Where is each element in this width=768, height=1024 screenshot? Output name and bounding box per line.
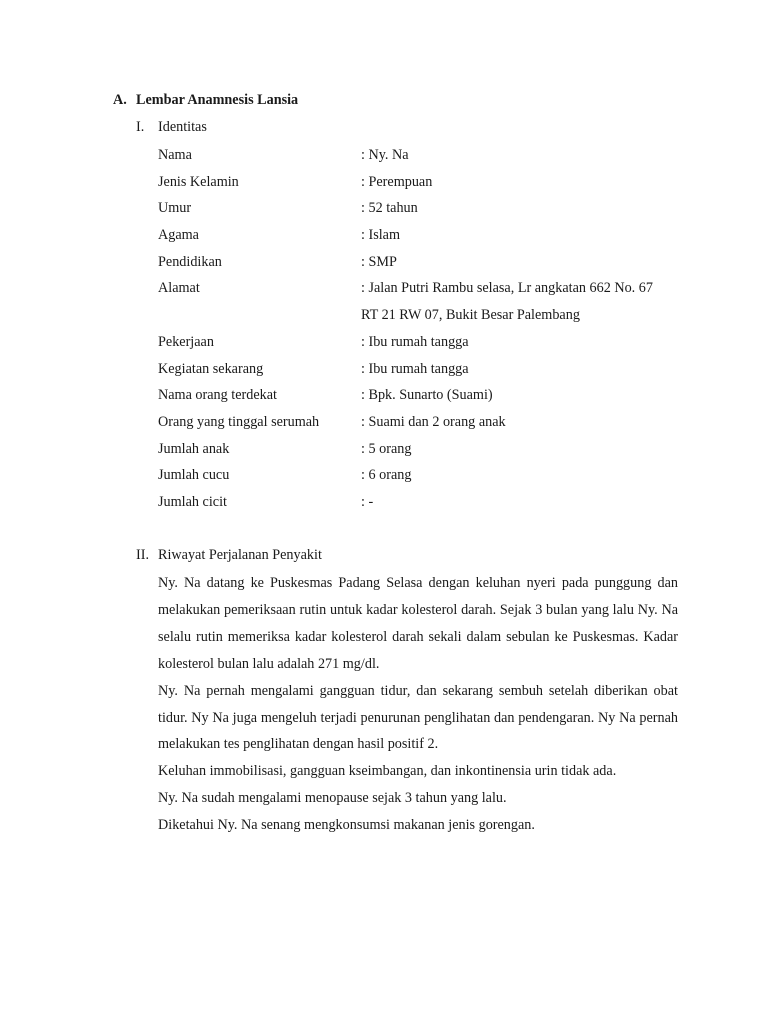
section-marker: A. <box>113 92 127 108</box>
identity-label: Alamat <box>158 280 200 297</box>
identity-label: Jenis Kelamin <box>158 173 239 190</box>
identity-row-nama <box>158 146 680 173</box>
section-title: Lembar Anamnesis Lansia <box>136 92 299 108</box>
identity-row-agama <box>158 226 680 253</box>
identity-value: : Suami dan 2 orang anak <box>361 413 506 430</box>
riwayat-heading <box>136 547 322 564</box>
identitas-marker: I. <box>136 119 145 135</box>
identity-value: : 5 orang <box>361 440 412 457</box>
identity-value: : Ibu rumah tangga <box>361 360 469 377</box>
history-paragraph: Diketahui Ny. Na senang mengkonsumsi makanan jenis gorengan. <box>158 817 535 834</box>
identity-row-kegiatan-sekarang <box>158 360 680 387</box>
identity-value: RT 21 RW 07, Bukit Besar Palembang <box>361 307 580 324</box>
identity-value: : 6 orang <box>361 467 412 484</box>
identity-label: Pekerjaan <box>158 333 214 350</box>
identity-value: : Jalan Putri Rambu selasa, Lr angkatan 662 No. 67 <box>361 280 653 297</box>
identity-label: Nama orang terdekat <box>158 387 277 404</box>
identity-value: : Bpk. Sunarto (Suami) <box>361 387 493 404</box>
history-paragraph: Keluhan immobilisasi, gangguan kseimbangan, dan inkontinensia urin tidak ada. <box>158 763 617 780</box>
identity-value: : Islam <box>361 227 401 244</box>
identity-value: : Ibu rumah tangga <box>361 333 469 350</box>
identity-value: : - <box>361 493 374 510</box>
identity-table <box>158 146 680 520</box>
riwayat-marker: II. <box>136 547 149 563</box>
identity-label: Jumlah cucu <box>158 467 230 484</box>
identity-value: : SMP <box>361 253 397 270</box>
identity-label: Jumlah cicit <box>158 493 227 510</box>
identity-label: Umur <box>158 200 192 217</box>
identity-label: Orang yang tinggal serumah <box>158 413 320 430</box>
identity-value: : Ny. Na <box>361 147 409 163</box>
identity-value: : 52 tahun <box>361 200 418 217</box>
section-heading <box>113 92 298 109</box>
identity-row-alamat <box>158 279 680 306</box>
identity-row-jumlah-cucu <box>158 466 680 493</box>
identity-row-alamat-continued <box>158 306 680 333</box>
history-paragraph: Ny. Na sudah mengalami menopause sejak 3 tahun yang lalu. <box>158 790 507 807</box>
riwayat-title: Riwayat Perjalanan Penyakit <box>158 547 322 563</box>
identity-label: Nama <box>158 147 192 163</box>
identity-row-pendidikan <box>158 253 680 280</box>
identitas-title: Identitas <box>158 119 207 135</box>
identity-row-nama-orang-terdekat <box>158 386 680 413</box>
identity-label: Jumlah anak <box>158 440 230 457</box>
identity-label: Agama <box>158 227 199 244</box>
identity-value: : Perempuan <box>361 173 433 190</box>
identity-row-orang-serumah <box>158 413 680 440</box>
identity-row-umur <box>158 199 680 226</box>
identity-row-jumlah-anak <box>158 440 680 467</box>
identity-label: Pendidikan <box>158 253 222 270</box>
identity-row-jenis-kelamin <box>158 173 680 200</box>
history-paragraph: Ny. Na pernah mengalami gangguan tidur, dan sekarang sembuh setelah diberikan obat tidur. Ny Na juga mengeluh terjadi penurunan penglihatan dan pendengaran. Ny Na pernah melakukan tes penglihatan dengan hasil positif 2. <box>158 682 678 753</box>
identitas-heading <box>136 119 207 136</box>
history-body <box>158 570 678 839</box>
identity-label: Kegiatan sekarang <box>158 360 264 377</box>
identity-row-pekerjaan <box>158 333 680 360</box>
identity-row-jumlah-cicit <box>158 493 680 520</box>
history-paragraph: Ny. Na datang ke Puskesmas Padang Selasa dengan keluhan nyeri pada punggung dan melakukan pemeriksaan rutin untuk kadar kolesterol darah. Sejak 3 bulan yang lalu Ny. Na selalu rutin memeriksa kadar kolesterol darah sekali dalam sebulan ke Puskesmas. Kadar kolesterol bulan lalu adalah 271 mg/dl. <box>158 575 678 672</box>
